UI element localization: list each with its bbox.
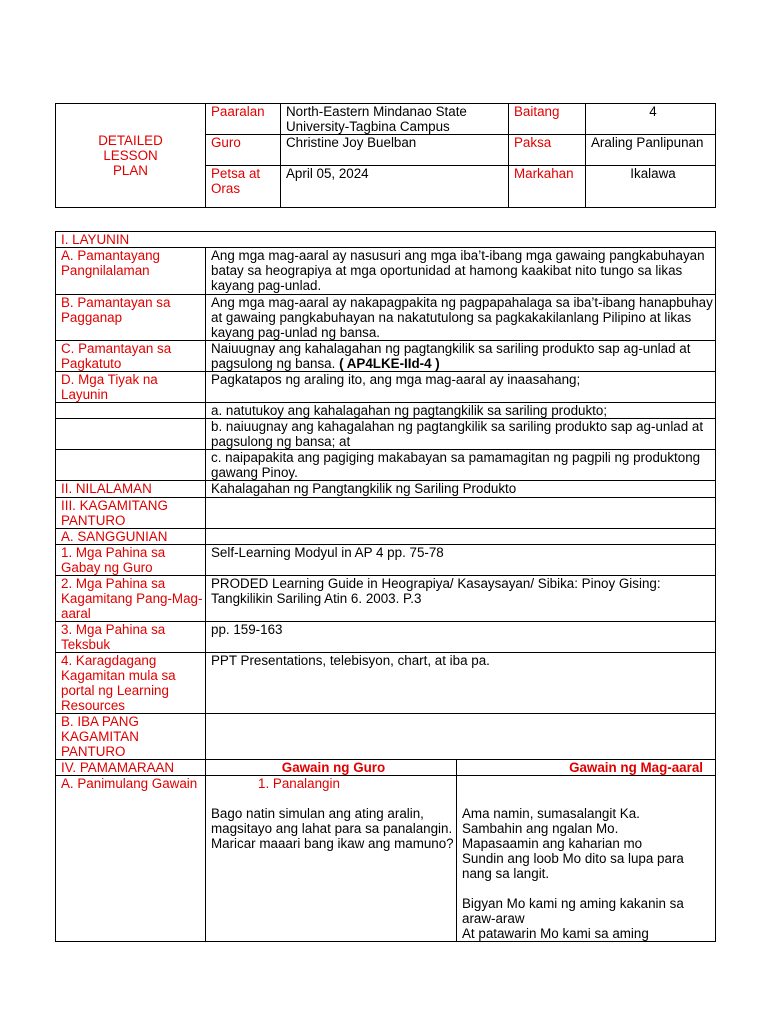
pamantayan-pagkatuto-text: Naiuugnay ang kahalagahan ng pagtangkilik sa sariling produkto sap ag-unlad at pagsulong ng bansa. xyxy=(211,341,691,371)
guro-value: Christine Joy Buelban xyxy=(281,135,509,166)
baitang-label: Baitang xyxy=(509,104,586,135)
guro-label: Guro xyxy=(206,135,281,166)
lesson-plan-table xyxy=(55,231,716,942)
tiyak-item-b: b. naiuugnay ang kahagalahan ng pagtangkilik sa sariling produkto sap ag-unlad at pagsulong ng bansa; at xyxy=(206,419,716,450)
markahan-label: Markahan xyxy=(509,166,586,208)
teksbuk-label: 3. Mga Pahina sa Teksbuk xyxy=(56,622,206,653)
sanggunian-label: A. SANGGUNIAN xyxy=(56,529,206,545)
baitang-value: 4 xyxy=(586,104,716,135)
pamantayan-pagganap-label: B. Pamantayan sa Pagganap xyxy=(56,295,206,341)
markahan-value: Ikalawa xyxy=(586,166,716,208)
petsa-value: April 05, 2024 xyxy=(281,166,509,208)
paksa-label: Paksa xyxy=(509,135,586,166)
prayer-line-2: Sambahin ang ngalan Mo. xyxy=(462,821,619,836)
panalangin-title: 1. Panalangin xyxy=(258,776,340,791)
empty-cell xyxy=(206,498,716,529)
pamantayan-pagkatuto-cell xyxy=(206,341,716,372)
gawain-magaaral-cell xyxy=(457,776,716,942)
karagdagang-kagamitan-text: PPT Presentations, telebisyon, chart, at iba pa. xyxy=(206,653,716,714)
guro-instruction: Bago natin simulan ang ating aralin, magsitayo ang lahat para sa panalangin. Maricar maaari bang ikaw ang mamuno? xyxy=(211,806,454,851)
paaralan-label: Paaralan xyxy=(206,104,281,135)
teksbuk-text: pp. 159-163 xyxy=(206,622,716,653)
pamantayang-pangnilalaman-text: Ang mga mag-aaral ay nasusuri ang mga iba’t-ibang mga gawaing pangkabuhayan batay sa heograpiya at mga oportunidad at hamong kaakibat nito tungo sa likas kayang pag-unlad. xyxy=(206,248,716,295)
empty-cell xyxy=(56,403,206,419)
tiyak-intro: Pagkatapos ng araling ito, ang mga mag-aaral ay inaasahang; xyxy=(206,372,716,403)
prayer-line-4: Sundin ang loob Mo dito sa lupa para nang sa langit. xyxy=(462,851,684,881)
prayer-line-6: At patawarin Mo kami sa aming xyxy=(462,926,649,941)
prayer-line-5: Bigyan Mo kami ng aming kakanin sa araw-araw xyxy=(462,896,684,926)
pamamaraan-label: IV. PAMAMARAAN xyxy=(56,760,206,776)
karagdagang-kagamitan-label: 4. Karagdagang Kagamitan mula sa portal ng Learning Resources xyxy=(56,653,206,714)
document-title: DETAILED LESSON PLAN xyxy=(56,104,206,208)
nilalaman-text: Kahalagahan ng Pangtangkilik ng Sariling Produkto xyxy=(206,481,716,498)
prayer-line-3: Mapasaamin ang kaharian mo xyxy=(462,836,643,851)
paksa-value: Araling Panlipunan xyxy=(586,135,716,166)
gawain-ng-guro-header: Gawain ng Guro xyxy=(206,760,457,776)
nilalaman-label: II. NILALAMAN xyxy=(56,481,206,498)
tiyak-item-a: a. natutukoy ang kahalagahan ng pagtangkilik sa sariling produkto; xyxy=(206,403,716,419)
gawain-guro-cell xyxy=(206,776,457,942)
empty-cell xyxy=(206,714,716,760)
pamantayan-pagganap-text: Ang mga mag-aaral ay nakapagpakita ng pagpapahalaga sa iba’t-ibang hanapbuhay at gawaing pangkabuhayan na nakatutulong sa pagkakakilanlang Pilipino at likas kayang pag-unlad ng bansa. xyxy=(206,295,716,341)
gawain-ng-magaaral-header: Gawain ng Mag-aaral xyxy=(457,760,716,776)
tiyak-item-c: c. naipapakita ang pagiging makabayan sa pamamagitan ng pagpili ng produktong gawang Pinoy. xyxy=(206,450,716,481)
kagamitang-pang-magaaral-text: PRODED Learning Guide in Heograpiya/ Kasaysayan/ Sibika: Pinoy Gising: Tangkilikin Sariling Atin 6. 2003. P.3 xyxy=(206,576,716,622)
pamantayan-pagkatuto-label: C. Pamantayan sa Pagkatuto xyxy=(56,341,206,372)
panimulang-gawain-label: A. Panimulang Gawain xyxy=(56,776,206,942)
empty-cell xyxy=(56,419,206,450)
prayer-line-1: Ama namin, sumasalangit Ka. xyxy=(462,806,640,821)
kagamitang-pang-magaaral-label: 2. Mga Pahina sa Kagamitang Pang-Mag-aaral xyxy=(56,576,206,622)
header-table xyxy=(55,103,716,208)
layunin-heading: I. LAYUNIN xyxy=(56,232,716,248)
empty-cell xyxy=(56,450,206,481)
tiyak-na-layunin-label: D. Mga Tiyak na Layunin xyxy=(56,372,206,403)
gabay-ng-guro-label: 1. Mga Pahina sa Gabay ng Guro xyxy=(56,545,206,576)
empty-cell xyxy=(206,529,716,545)
kagamitang-panturo-label: III. KAGAMITANG PANTURO xyxy=(56,498,206,529)
pamantayang-pangnilalaman-label: A. Pamantayang Pangnilalaman xyxy=(56,248,206,295)
paaralan-value: North-Eastern Mindanao State University-Tagbina Campus xyxy=(281,104,509,135)
petsa-label: Petsa at Oras xyxy=(206,166,281,208)
iba-pang-kagamitan-label: B. IBA PANG KAGAMITAN PANTURO xyxy=(56,714,206,760)
competency-code: ( AP4LKE-IId-4 ) xyxy=(339,356,440,371)
gabay-ng-guro-text: Self-Learning Modyul in AP 4 pp. 75-78 xyxy=(206,545,716,576)
